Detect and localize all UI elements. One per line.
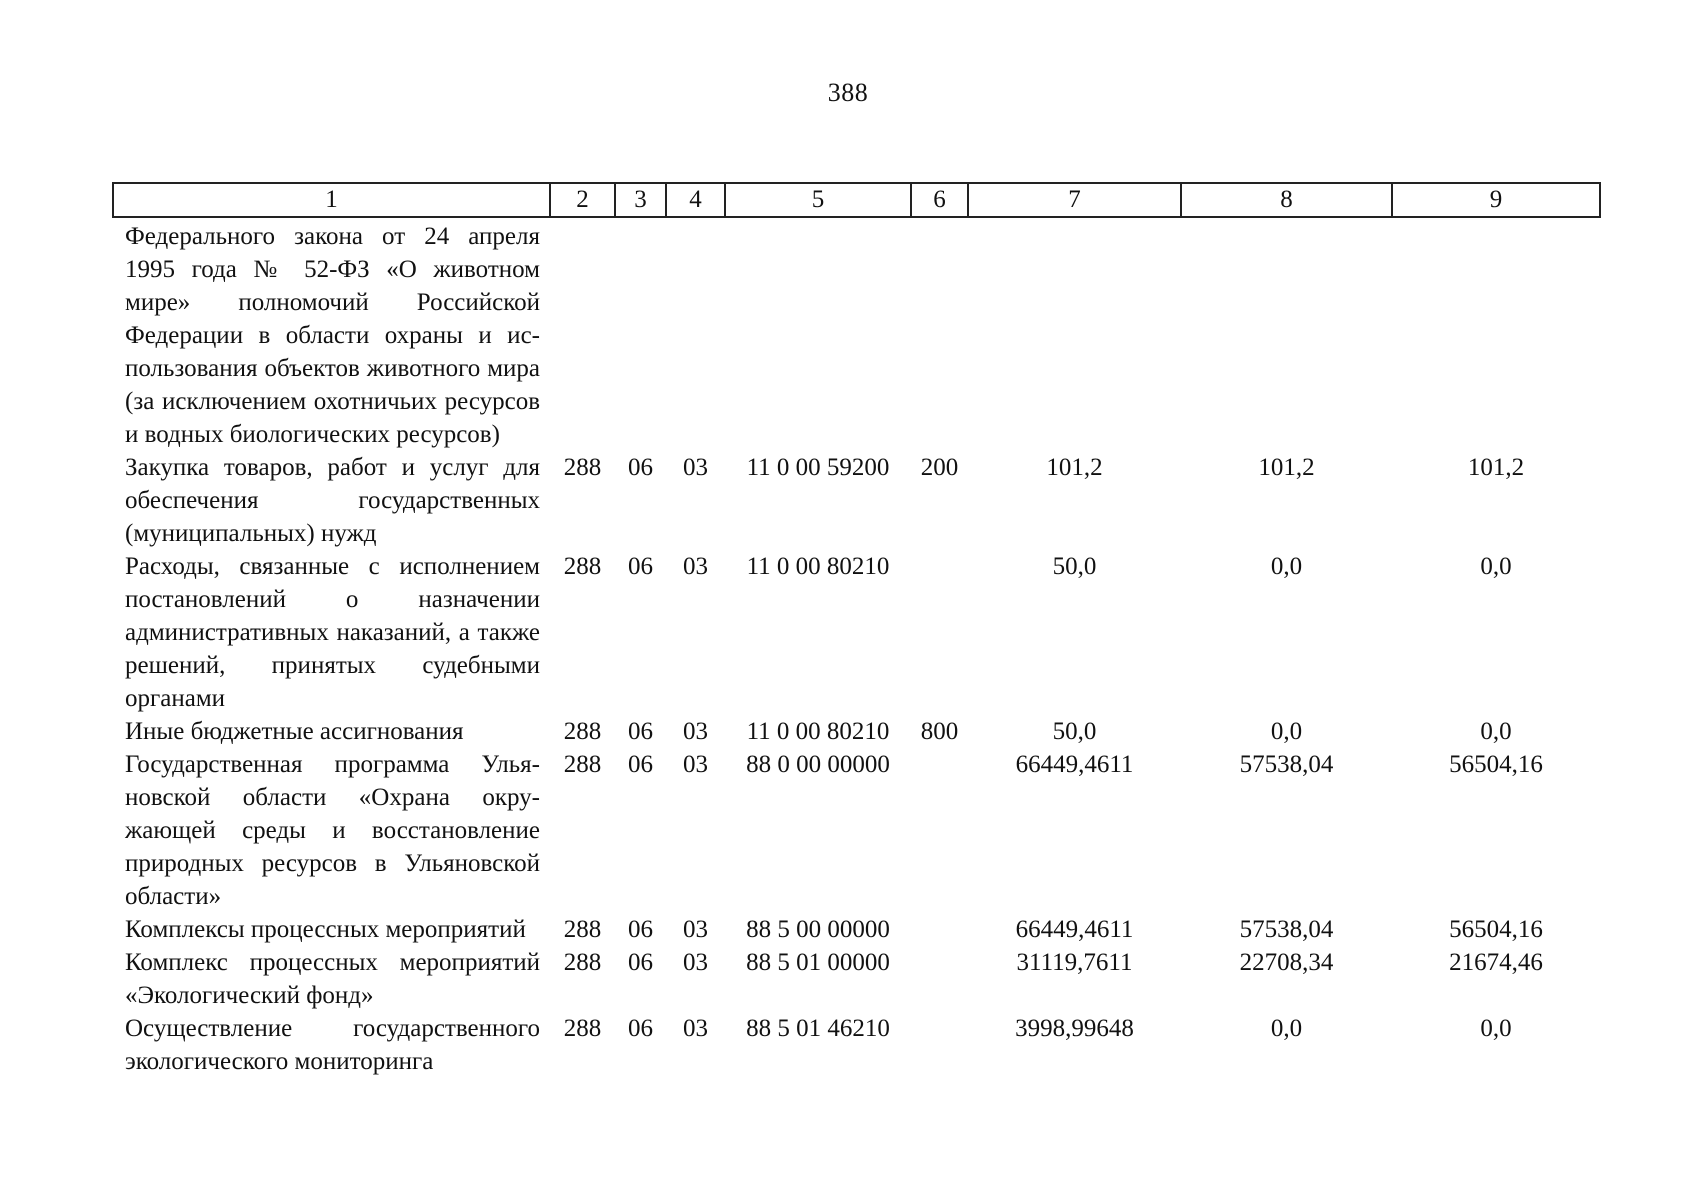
row-amount-col8: 0,0 bbox=[1270, 553, 1303, 580]
row-amount-col7: 3998,99648 bbox=[1015, 1015, 1134, 1042]
row-amount-col7: 50,0 bbox=[1052, 553, 1097, 580]
row-admin-code: 288 bbox=[563, 949, 602, 976]
row-expense-type: 800 bbox=[920, 718, 959, 745]
row-description: Расходы, связанные с исполнением постановлений о назначении административных наказаний, а также решений, принятых судебными органами bbox=[125, 553, 540, 712]
table-row bbox=[113, 913, 1600, 946]
row-amount-col8: 101,2 bbox=[1258, 454, 1315, 481]
row-subsection-code: 03 bbox=[683, 949, 708, 976]
row-amount-col9: 56504,16 bbox=[1449, 916, 1543, 943]
row-description: Государственная программа Ульяновской области «Охрана окружающей среды и восстановление природных ресурсов в Ульяновской области» bbox=[125, 751, 540, 910]
table-row bbox=[113, 946, 1600, 1012]
table-row bbox=[113, 217, 1600, 451]
row-description: Федерального закона от 24 апреля 1995 года № 52-ФЗ «О животном мире» полномочий Российской Федерации в области охраны и использования объектов животного мира (за исключением охотничьих ресурсов и водных биологических ресурсов) bbox=[125, 223, 540, 448]
row-subsection-code: 03 bbox=[683, 916, 708, 943]
row-expense-type: 200 bbox=[920, 454, 959, 481]
table-row bbox=[113, 1012, 1600, 1078]
row-amount-col9 bbox=[1392, 217, 1600, 451]
row-amount-col8: 57538,04 bbox=[1239, 916, 1334, 943]
row-target-article: 88 5 01 00000 bbox=[746, 949, 890, 976]
header-col-2: 2 bbox=[550, 183, 615, 217]
header-col-8: 8 bbox=[1181, 183, 1392, 217]
header-col-3: 3 bbox=[615, 183, 666, 217]
row-target-article bbox=[725, 217, 911, 451]
row-amount-col8: 0,0 bbox=[1270, 718, 1303, 745]
row-target-article: 88 0 00 00000 bbox=[746, 751, 890, 778]
header-row bbox=[113, 183, 1600, 217]
row-admin-code bbox=[550, 217, 615, 451]
row-subsection-code bbox=[666, 217, 725, 451]
budget-table bbox=[112, 182, 1601, 1078]
row-section-code: 06 bbox=[628, 751, 653, 778]
row-amount-col9: 0,0 bbox=[1480, 553, 1512, 580]
header-col-6: 6 bbox=[911, 183, 968, 217]
row-section-code bbox=[615, 217, 666, 451]
row-description: Осуществление государственного экологического мониторинга bbox=[125, 1015, 540, 1075]
row-description: Закупка товаров, работ и услуг для обеспечения государственных (муниципальных) нужд bbox=[125, 454, 540, 547]
row-amount-col7 bbox=[968, 217, 1181, 451]
header-col-1: 1 bbox=[113, 183, 550, 217]
row-amount-col9: 21674,46 bbox=[1449, 949, 1543, 976]
row-amount-col7: 50,0 bbox=[1052, 718, 1097, 745]
row-admin-code: 288 bbox=[563, 553, 602, 580]
row-target-article: 88 5 00 00000 bbox=[746, 916, 890, 943]
row-amount-col8: 22708,34 bbox=[1239, 949, 1334, 976]
row-section-code: 06 bbox=[628, 1015, 653, 1042]
header-col-4: 4 bbox=[666, 183, 725, 217]
row-target-article: 88 5 01 46210 bbox=[746, 1015, 890, 1042]
row-description: Комплексы процессных мероприятий bbox=[125, 916, 526, 943]
row-section-code: 06 bbox=[628, 718, 653, 745]
row-subsection-code: 03 bbox=[683, 751, 708, 778]
row-admin-code: 288 bbox=[563, 718, 602, 745]
row-target-article: 11 0 00 80210 bbox=[746, 718, 890, 745]
row-admin-code: 288 bbox=[563, 751, 602, 778]
row-amount-col8 bbox=[1181, 217, 1392, 451]
row-section-code: 06 bbox=[628, 553, 653, 580]
table-row bbox=[113, 715, 1600, 748]
table-row bbox=[113, 748, 1600, 913]
row-admin-code: 288 bbox=[563, 916, 602, 943]
table-header bbox=[113, 183, 1600, 217]
row-amount-col7: 31119,7611 bbox=[1016, 949, 1133, 976]
row-admin-code: 288 bbox=[563, 454, 602, 481]
row-amount-col9: 101,2 bbox=[1467, 454, 1525, 481]
row-section-code: 06 bbox=[628, 949, 653, 976]
row-expense-type bbox=[911, 217, 968, 451]
row-amount-col9: 56504,16 bbox=[1449, 751, 1543, 778]
table-body bbox=[113, 217, 1600, 1078]
row-amount-col7: 101,2 bbox=[1046, 454, 1103, 481]
row-amount-col8: 0,0 bbox=[1270, 1015, 1303, 1042]
row-amount-col7: 66449,4611 bbox=[1015, 751, 1134, 778]
row-admin-code: 288 bbox=[563, 1015, 602, 1042]
row-subsection-code: 03 bbox=[683, 1015, 708, 1042]
row-amount-col9: 0,0 bbox=[1480, 718, 1512, 745]
header-col-9: 9 bbox=[1392, 183, 1600, 217]
page-number: 388 bbox=[827, 78, 869, 107]
row-expense-type bbox=[911, 1012, 968, 1078]
header-col-5: 5 bbox=[725, 183, 911, 217]
row-amount-col7: 66449,4611 bbox=[1015, 916, 1134, 943]
row-description: Комплекс процессных мероприятий «Экологический фонд» bbox=[125, 949, 540, 1009]
row-amount-col8: 57538,04 bbox=[1239, 751, 1334, 778]
table-row bbox=[113, 550, 1600, 715]
row-expense-type bbox=[911, 913, 968, 946]
row-expense-type bbox=[911, 946, 968, 1012]
row-section-code: 06 bbox=[628, 916, 653, 943]
row-subsection-code: 03 bbox=[683, 553, 708, 580]
row-expense-type bbox=[911, 550, 968, 715]
row-subsection-code: 03 bbox=[683, 454, 708, 481]
row-amount-col9: 0,0 bbox=[1480, 1015, 1512, 1042]
row-target-article: 11 0 00 59200 bbox=[746, 454, 890, 481]
row-subsection-code: 03 bbox=[683, 718, 708, 745]
table-row bbox=[113, 451, 1600, 550]
row-expense-type bbox=[911, 748, 968, 913]
header-col-7: 7 bbox=[968, 183, 1181, 217]
row-description: Иные бюджетные ассигнования bbox=[125, 718, 464, 745]
row-target-article: 11 0 00 80210 bbox=[746, 553, 890, 580]
row-section-code: 06 bbox=[628, 454, 653, 481]
